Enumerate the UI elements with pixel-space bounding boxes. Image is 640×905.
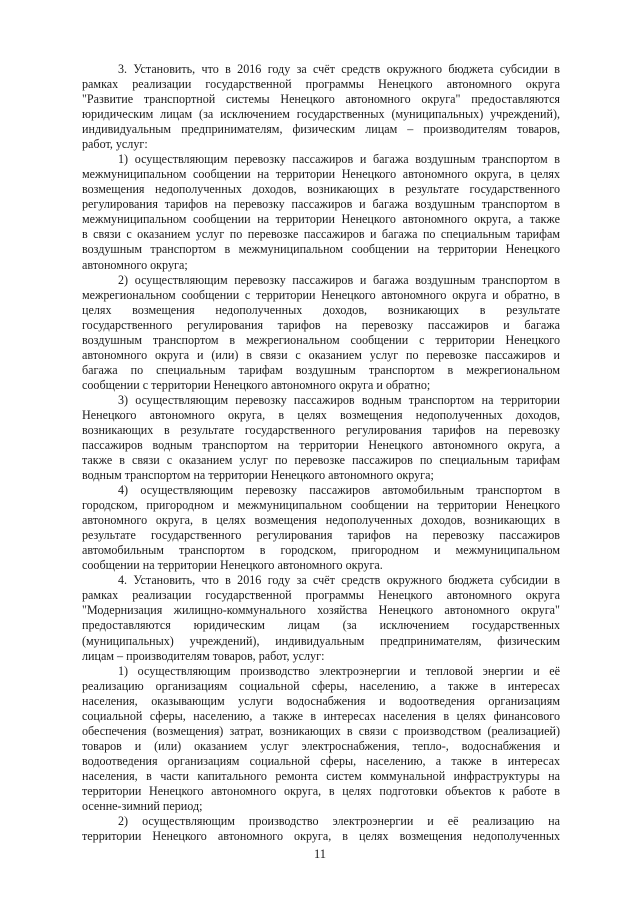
text-line: возмещения недополученных доходов, возникающих в результате государственного — [82, 182, 560, 196]
text-line: (муниципальных) учреждений), индивидуальным предпринимателям, физическим — [82, 634, 560, 648]
text-line: возникающих в результате государственного регулирования тарифов на перевозку — [82, 423, 560, 437]
text-line: государственного регулирования тарифов на перевозку пассажиров и багажа — [82, 318, 560, 332]
text-line: населения, оказывающим услуги водоснабжения и водоотведения организациям — [82, 694, 560, 708]
text-line: лицам – производителям товаров, работ, услуг: — [82, 649, 325, 663]
text-line: также в связи с оказанием услуг по перевозке пассажиров по специальным тарифам — [82, 453, 560, 467]
text-line: результате государственного регулирования тарифов на перевозку пассажиров — [82, 528, 560, 542]
text-line: социальной сферы, населению, а также в интересах населения в целях финансового — [82, 709, 560, 723]
text-line: товаров и (или) оказанием услуг электроснабжения, тепло-, водоснабжения и — [82, 739, 560, 753]
text-line: индивидуальным предпринимателям, физическим лицам – производителям товаров, — [82, 122, 560, 136]
text-line: автономного округа; — [82, 258, 188, 272]
text-line: воздушным транспортом в межмуниципальном сообщении на территории Ненецкого — [82, 242, 560, 256]
text-line: сообщении на территории Ненецкого автономного округа. — [82, 558, 383, 572]
text-line: 4. Установить, что в 2016 году за счёт средств окружного бюджета субсидии в — [118, 573, 560, 587]
text-line: межмуниципальном сообщении на территории Ненецкого автономного округа, а также — [82, 212, 560, 226]
text-line: целях возмещения недополученных доходов, возникающих в результате — [82, 303, 560, 317]
text-line: 3) осуществляющим перевозку пассажиров водным транспортом на территории — [118, 393, 560, 407]
text-line: 1) осуществляющим производство электроэнергии и тепловой энергии и её — [118, 664, 560, 678]
text-line: предоставляются юридическим лицам (за исключением государственных — [82, 618, 560, 632]
text-line: городском, пригородном и межмуниципальном сообщении на территории Ненецкого — [82, 498, 560, 512]
text-line: Ненецкого автономного округа, в целях возмещения недополученных доходов, — [82, 408, 560, 422]
text-line: водоотведения организациям социальной сферы, населению, а также в интересах — [82, 754, 560, 768]
text-line: регулирования тарифов на перевозку пассажиров и багажа воздушным транспортом в — [82, 197, 560, 211]
text-line: воздушным транспортом в межрегиональном сообщении с территории Ненецкого — [82, 333, 560, 347]
page-number: 11 — [313, 847, 327, 861]
text-line: территории Ненецкого автономного округа, в целях возмещения недополученных — [82, 829, 560, 843]
text-line: 4) осуществляющим перевозку пассажиров автомобильным транспортом в — [118, 483, 560, 497]
text-line: 1) осуществляющим перевозку пассажиров и багажа воздушным транспортом в — [118, 152, 560, 166]
text-line: реализацию организациям социальной сферы, населению, а также в интересах — [82, 679, 560, 693]
text-line: сообщении с территории Ненецкого автономного округа и обратно; — [82, 378, 431, 392]
text-line: рамках реализации государственной программы Ненецкого автономного округа — [82, 77, 560, 91]
text-line: межрегиональном сообщении с территории Ненецкого автономного округа и обратно, в — [82, 288, 560, 302]
text-line: 3. Установить, что в 2016 году за счёт средств окружного бюджета субсидии в — [118, 62, 560, 76]
text-line: багажа по специальным тарифам воздушным транспортом в межрегиональном — [82, 363, 560, 377]
text-line: работ, услуг: — [82, 137, 148, 151]
text-line: территории Ненецкого автономного округа, в целях подготовки объектов к работе в — [82, 784, 560, 798]
text-line: межмуниципальном сообщении на территории Ненецкого автономного округа, в целях — [82, 167, 560, 181]
text-line: юридическим лицам (за исключением государственных (муниципальных) учреждений), — [82, 107, 560, 121]
text-line: автономного округа, в целях возмещения недополученных доходов, возникающих в — [82, 513, 560, 527]
text-line: автономного округа и (или) в связи с оказанием услуг по перевозке пассажиров и — [82, 348, 560, 362]
text-line: автомобильным транспортом в городском, пригородном и межмуниципальном — [82, 543, 560, 557]
text-line: населения, в части капитального ремонта систем коммунальной инфраструктуры на — [82, 769, 560, 783]
text-line: пассажиров водным транспортом на территории Ненецкого автономного округа, а — [82, 438, 560, 452]
text-line: в связи с оказанием услуг по перевозке пассажиров и багажа по специальным тарифам — [82, 227, 560, 241]
text-line: осенне-зимний период; — [82, 799, 203, 813]
text-line: рамках реализации государственной программы Ненецкого автономного округа — [82, 588, 560, 602]
text-line: "Развитие транспортной системы Ненецкого автономного округа" предоставляются — [82, 92, 560, 106]
text-line: "Модернизация жилищно-коммунального хозяйства Ненецкого автономного округа" — [82, 603, 560, 617]
text-line: 2) осуществляющим перевозку пассажиров и багажа воздушным транспортом в — [118, 273, 560, 287]
text-line: обеспечения (возмещения) затрат, возникающих в связи с производством (реализацией) — [82, 724, 560, 738]
text-line: 2) осуществляющим производство электроэнергии и её реализацию на — [118, 814, 560, 828]
text-line: водным транспортом на территории Ненецкого автономного округа; — [82, 468, 434, 482]
